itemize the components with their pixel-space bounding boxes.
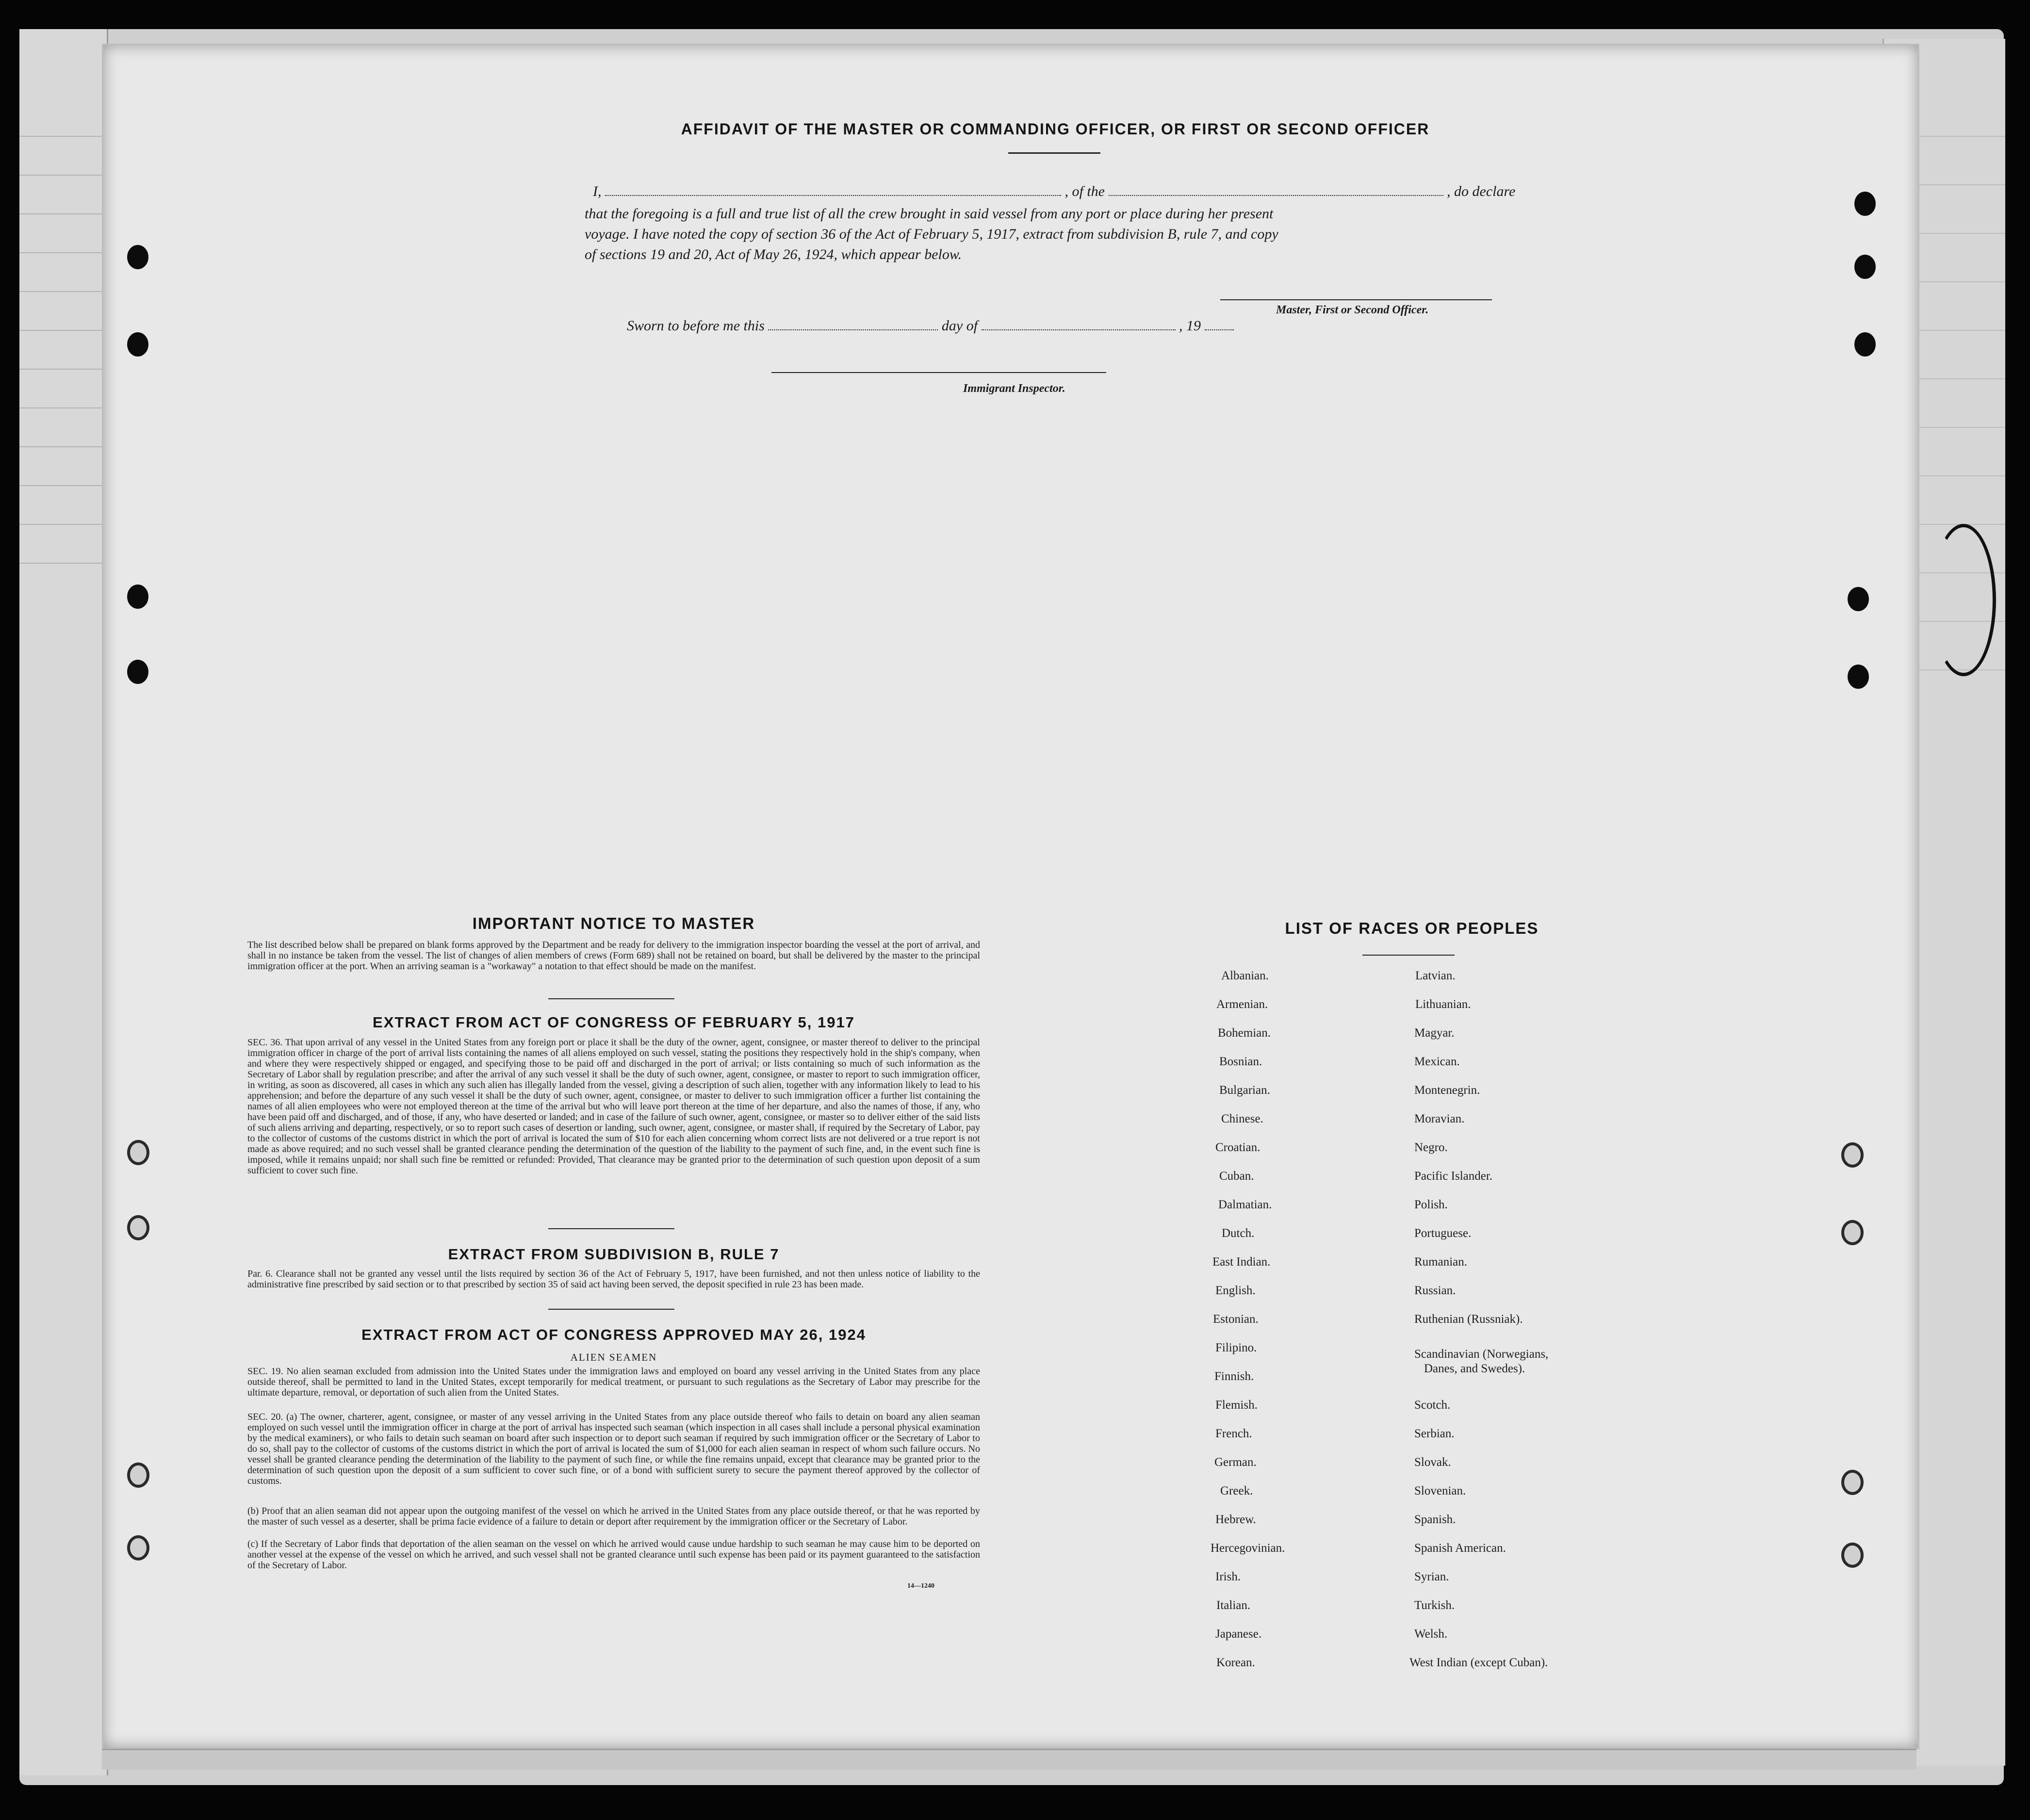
ink-loop-mark [1931, 524, 1996, 676]
race-item: Scotch. [1414, 1398, 1451, 1412]
race-item: Spanish. [1414, 1513, 1456, 1526]
race-item: Cuban. [1219, 1170, 1254, 1183]
race-item: Pacific Islander. [1414, 1170, 1493, 1183]
sec20a-body: SEC. 20. (a) The owner, charterer, agent, consignee, or master of any vessel arriving in the United States from any place outside thereof who fails to detain on board any alien seaman employed on such vessel until the immigration officer in charge at the port of arrival has inspected such seaman (which inspection in all cases shall include a personal physical examination by the medical examiners), or who fails to detain such seaman on board after such inspection or to deport such seaman if required by such immigration officer or the Secretary of Labor to do so, shall pay to the collector of customs of the customs district in which the port of arrival is located the sum of $1,000 for each alien seaman in respect of whom such failure occurs. No vessel shall be granted clearance pending the determination of the liability to the payment of such fine, or while the fine remains unpaid, except that clearance may be granted prior to the determination of such question upon the deposit of a sum sufficient to cover such fine, or of a bond with sufficient surety to secure the payment thereof approved by the collector of customs. [247, 1412, 980, 1486]
sworn-line [627, 318, 1234, 334]
alien-seamen-subtitle: ALIEN SEAMEN [570, 1351, 657, 1363]
affidavit-declare: , do declare [1447, 183, 1516, 199]
race-item: Magyar. [1414, 1026, 1455, 1040]
race-item: Korean. [1216, 1656, 1255, 1669]
race-item: Slovak. [1414, 1456, 1451, 1469]
page-bottom-edge [102, 1749, 1916, 1770]
affidavit-title: AFFIDAVIT OF THE MASTER OR COMMANDING OFFICER, OR FIRST OR SECOND OFFICER [681, 120, 1430, 138]
race-item: Italian. [1216, 1599, 1251, 1612]
race-item: French. [1215, 1427, 1252, 1440]
race-item: Montenegrin. [1414, 1084, 1480, 1097]
affidavit-of-the: , of the [1064, 183, 1105, 199]
affidavit-line3: voyage. I have noted the copy of section 36 of the Act of February 5, 1917, extract from subdivision B, rule 7, and copy [585, 226, 1278, 242]
binder-hole [1841, 1220, 1864, 1245]
race-item: Bulgarian. [1219, 1084, 1270, 1097]
race-item: Flemish. [1215, 1398, 1258, 1412]
race-item: Ruthenian (Russniak). [1414, 1313, 1523, 1326]
sworn-month-blank [982, 329, 1176, 330]
binder-hole [127, 1140, 149, 1165]
race-item: Filipino. [1215, 1341, 1257, 1354]
race-item: Chinese. [1221, 1112, 1263, 1125]
binder-hole [127, 245, 148, 269]
sec20b-body: (b) Proof that an alien seaman did not appear upon the outgoing manifest of the vessel on which he arrived in the United States from any place outside thereof, or that he was reported by the master of such vessel as a deserter, shall be prima facie evidence of a failure to detain or deport after requirement by the immigration officer or the Secretary of Labor. [247, 1506, 980, 1527]
binder-hole [127, 660, 148, 684]
notice-title: IMPORTANT NOTICE TO MASTER [472, 914, 755, 932]
race-item: Danes, and Swedes). [1424, 1362, 1525, 1375]
vessel-blank [1109, 195, 1443, 196]
sec19-body: SEC. 19. No alien seaman excluded from admission into the United States under the immigration laws and employed on board any vessel arriving in the United States from any place outside thereof, shall be permitted to land in the United States, except temporarily for medical treatment, or pursuant to such regulations as the Secretary of Labor may prescribe for the ultimate departure, removal, or deportation of such alien from the United States. [247, 1366, 980, 1398]
affidavit-line1 [593, 183, 1529, 200]
race-item: Hercegovinian. [1211, 1542, 1285, 1555]
binder-hole [1841, 1142, 1864, 1168]
notice-divider [548, 998, 674, 999]
race-item: English. [1215, 1284, 1256, 1297]
binder-hole [127, 1215, 149, 1240]
binder-hole [1854, 332, 1876, 357]
race-item: Albanian. [1221, 969, 1269, 982]
year-blank [1205, 329, 1234, 330]
sworn-text: Sworn to before me this [627, 318, 765, 334]
race-item: Mexican. [1414, 1055, 1460, 1068]
race-item: Spanish American. [1414, 1542, 1506, 1555]
binder-hole [127, 332, 148, 357]
race-item: Japanese. [1215, 1627, 1262, 1641]
day-of-text: day of [941, 318, 978, 334]
race-item: East Indian. [1212, 1255, 1271, 1268]
race-item: West Indian (except Cuban). [1409, 1656, 1548, 1669]
affidavit-line2: that the foregoing is a full and true list of all the crew brought in said vessel from any port or place during her present [585, 206, 1274, 222]
notice-body: The list described below shall be prepared on blank forms approved by the Department and be ready for delivery to the immigration inspector boarding the vessel at the port of arrival, and shall in no instance be taken from the vessel. The list of changes of alien members of crews (Form 689) shall not be retained on board, but shall be delivered by the master to the principal immigration officer at the port. When an arriving seaman is a "workaway" a notation to that effect should be made on the manifest. [247, 940, 980, 972]
race-item: Bohemian. [1218, 1026, 1271, 1040]
extract-1924-title: EXTRACT FROM ACT OF CONGRESS APPROVED MAY 26, 1924 [361, 1326, 866, 1343]
race-item: Croatian. [1215, 1141, 1261, 1154]
race-item: Latvian. [1415, 969, 1456, 982]
race-item: Negro. [1414, 1141, 1448, 1154]
race-item: Polish. [1414, 1198, 1448, 1211]
race-item: Armenian. [1216, 998, 1268, 1011]
binder-hole [1848, 587, 1869, 611]
form-number: 14—1240 [907, 1582, 934, 1590]
title-divider [1008, 152, 1100, 154]
binder-hole [1854, 255, 1876, 279]
race-item: Slovenian. [1414, 1484, 1466, 1497]
race-item: Turkish. [1414, 1599, 1455, 1612]
master-caption: Master, First or Second Officer. [1276, 304, 1429, 316]
race-item: Moravian. [1414, 1112, 1465, 1125]
race-item: Welsh. [1414, 1627, 1448, 1641]
race-item: Russian. [1414, 1284, 1456, 1297]
binder-hole [127, 1535, 149, 1560]
race-item: German. [1214, 1456, 1257, 1469]
race-item: Dalmatian. [1218, 1198, 1272, 1211]
inspector-signature-line [771, 372, 1106, 373]
race-item: Greek. [1220, 1484, 1253, 1497]
race-item: Irish. [1215, 1570, 1241, 1583]
race-item: Lithuanian. [1415, 998, 1471, 1011]
subdivision-b-body: Par. 6. Clearance shall not be granted any vessel until the lists required by section 36 of the Act of February 5, 1917, have been furnished, and not then unless notice of liability to the administrative fine prescribed by said section or to that prescribed by section 35 of said act having been served, the deposit specified in rule 23 has been made. [247, 1268, 980, 1290]
binder-hole [1841, 1470, 1864, 1495]
race-item: Estonian. [1213, 1313, 1259, 1326]
affidavit-i: I, [593, 183, 602, 199]
race-item: Finnish. [1214, 1370, 1254, 1383]
extract-1917-title: EXTRACT FROM ACT OF CONGRESS OF FEBRUARY 5, 1917 [373, 1014, 855, 1031]
subdivision-b-divider [548, 1309, 674, 1310]
race-item: Syrian. [1414, 1570, 1449, 1583]
race-item: Serbian. [1414, 1427, 1455, 1440]
left-underlying-page [19, 29, 108, 1775]
race-item: Portuguese. [1414, 1227, 1472, 1240]
binder-hole [127, 585, 148, 609]
affidavit-line4: of sections 19 and 20, Act of May 26, 1924, which appear below. [585, 246, 962, 262]
master-signature-line [1220, 299, 1492, 300]
binder-hole [1841, 1543, 1864, 1568]
sworn-day-blank [768, 329, 938, 330]
subdivision-b-title: EXTRACT FROM SUBDIVISION B, RULE 7 [448, 1246, 780, 1263]
races-right-column [1409, 969, 1749, 1687]
extract-1917-divider [548, 1228, 674, 1229]
race-item: Hebrew. [1215, 1513, 1256, 1526]
race-item: Bosnian. [1219, 1055, 1262, 1068]
race-item: Dutch. [1222, 1227, 1255, 1240]
binder-hole [127, 1462, 149, 1488]
race-item: Rumanian. [1414, 1255, 1468, 1268]
races-divider [1362, 955, 1455, 956]
sec20c-body: (c) If the Secretary of Labor finds that deportation of the alien seaman on the vessel on which he arrived would cause undue hardship to such seaman he may cause him to be deported on another vessel at the expense of the vessel on which he arrived, and such vessel shall not be granted clearance until such expense has been paid or its payment guaranteed to the satisfaction of the Secretary of Labor. [247, 1539, 980, 1571]
year-text: , 19 [1179, 318, 1201, 334]
extract-1917-body: SEC. 36. That upon arrival of any vessel in the United States from any foreign port or place it shall be the duty of the owner, agent, consignee, or master thereof to deliver to the principal immigration officer in charge of the port of arrival lists containing the names of all aliens employed on such vessel, stating the positions they respectively hold in the ship's company, when and where they were respectively shipped or engaged, and specifying those to be paid off and discharged in the port of arrival; or lists containing so much of such information as the Secretary of Labor shall by regulation prescribe; and after the arrival of any such vessel it shall be the duty of such owner, agent, consignee, or master to report to such immigration officer, in writing, as soon as discovered, all cases in which any such alien has illegally landed from the vessel, giving a description of such alien, together with any information likely to lead to his apprehension; and before the departure of any such vessel it shall be the duty of such owner, agent, consignee, or master to deliver to such immigration officer a further list containing the names of all alien employees who were not employed thereon at the time of the arrival but who will leave port thereon at the time of her departure, and also the names of those, if any, who have been paid off and discharged, and of those, if any, who have deserted or landed; and in case of the failure of such owner, agent, consignee, or master so to deliver either of the said lists of such aliens arriving and departing, respectively, or so to report such cases of desertion or landing, such owner, agent, consignee, or master shall, if required by the Secretary of Labor, pay to the collector of customs of the customs district in which the port of arrival is located the sum of $10 for each alien concerning whom correct lists are not delivered or a true report is not made as above required; and no such vessel shall be granted clearance pending the determination of the question of the liability to the payment of such fine, and, in the event such fine is imposed, while it remains unpaid; nor shall such fine be remitted or refunded: Provided, That clearance may be granted prior to the determination of such question upon deposit of a sum sufficient to cover such fine. [247, 1037, 980, 1176]
binder-hole [1854, 192, 1876, 216]
name-blank [605, 195, 1061, 196]
races-title: LIST OF RACES OR PEOPLES [1285, 919, 1539, 937]
binder-hole [1848, 665, 1869, 689]
race-item: Scandinavian (Norwegians, [1414, 1348, 1549, 1361]
inspector-caption: Immigrant Inspector. [963, 382, 1065, 395]
